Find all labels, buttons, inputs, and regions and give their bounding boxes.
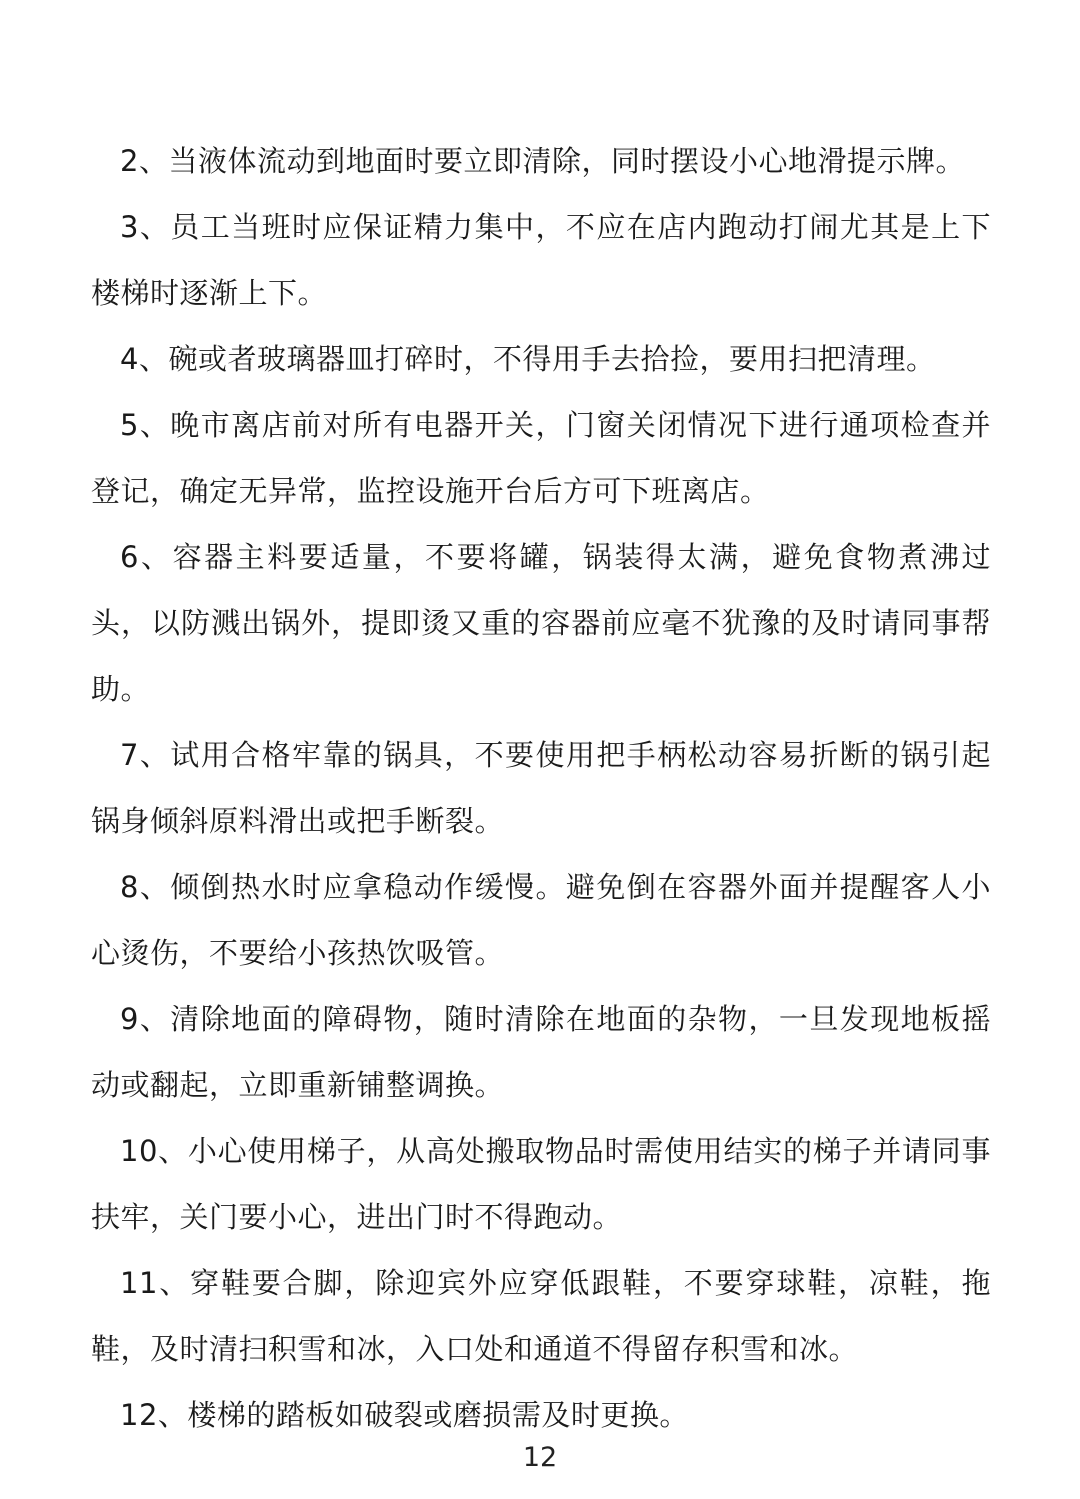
paragraph-item-12: 12、楼梯的踏板如破裂或磨损需及时更换。 [120, 1398, 689, 1432]
paragraph-item-9: 9、清除地面的障碍物，随时清除在地面的杂物，一旦发现地板摇动或翻起，立即重新铺整调换。 [91, 1002, 991, 1102]
paragraph-item-10: 10、小心使用梯子，从高处搬取物品时需使用结实的梯子并请同事扶牢，关门要小心，进出门时不得跑动。 [91, 1134, 991, 1234]
paragraph-item-6: 6、容器主料要适量，不要将罐，锅装得太满，避免食物煮沸过头，以防溅出锅外，提即烫又重的容器前应毫不犹豫的及时请同事帮助。 [91, 540, 991, 706]
page-number: 12 [522, 1442, 558, 1473]
paragraph-item-7: 7、试用合格牢靠的锅具，不要使用把手柄松动容易折断的锅引起锅身倾斜原料滑出或把手断裂。 [91, 738, 991, 838]
paragraph-item-11: 11、穿鞋要合脚，除迎宾外应穿低跟鞋，不要穿球鞋，凉鞋，拖鞋，及时清扫积雪和冰，入口处和通道不得留存积雪和冰。 [91, 1266, 991, 1366]
paragraph-item-2: 2、当液体流动到地面时要立即清除，同时摆设小心地滑提示牌。 [120, 144, 965, 178]
paragraph-item-8: 8、倾倒热水时应拿稳动作缓慢。避免倒在容器外面并提醒客人小心烫伤，不要给小孩热饮吸管。 [91, 870, 991, 970]
paragraph-item-4: 4、碗或者玻璃器皿打碎时，不得用手去拾捡，要用扫把清理。 [120, 342, 936, 376]
document-body [91, 128, 991, 1448]
paragraph-item-5: 5、晚市离店前对所有电器开关，门窗关闭情况下进行通项检查并登记，确定无异常，监控设施开台后方可下班离店。 [91, 408, 991, 508]
paragraph-item-3: 3、员工当班时应保证精力集中，不应在店内跑动打闹尤其是上下楼梯时逐渐上下。 [91, 210, 991, 310]
